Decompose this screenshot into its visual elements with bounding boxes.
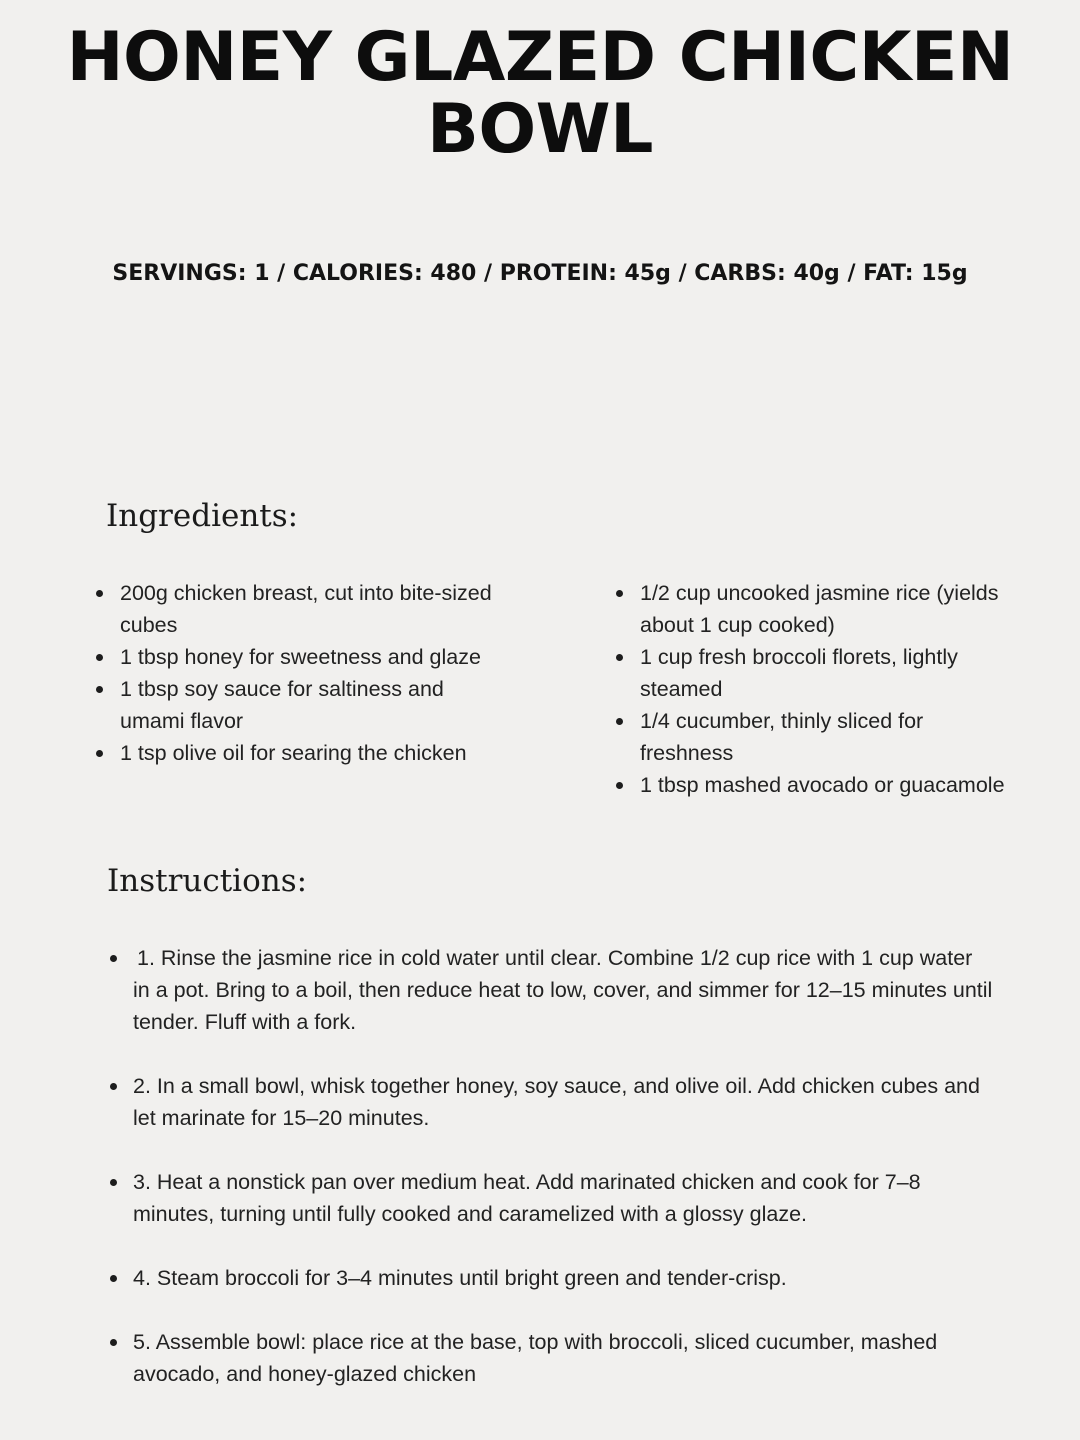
ingredients-list-right: [640, 577, 1020, 801]
instruction-step-text: 3. Heat a nonstick pan over medium heat. Add marinated chicken and cook for 7–8 minutes, turning until fully cooked and caramelized with a glossy glaze.: [133, 1170, 921, 1226]
recipe-title-line-1: HONEY GLAZED CHICKEN: [66, 18, 1014, 97]
ingredient-item: 1 tbsp soy sauce for saltiness and umami flavor: [120, 673, 500, 737]
nutrition-summary: SERVINGS: 1 / CALORIES: 480 / PROTEIN: 45g / CARBS: 40g / FAT: 15g: [112, 261, 968, 286]
instructions-list: [133, 942, 993, 1422]
instruction-step-text: 4. Steam broccoli for 3–4 minutes until bright green and tender-crisp.: [133, 1266, 787, 1290]
ingredient-item: 200g chicken breast, cut into bite-sized cubes: [120, 577, 500, 641]
ingredient-item: 1 cup fresh broccoli florets, lightly steamed: [640, 641, 1020, 705]
instruction-step: [133, 1326, 993, 1390]
instructions-heading: Instructions:: [107, 863, 308, 899]
recipe-title-line-2: BOWL: [427, 90, 653, 169]
ingredient-item: 1 tbsp honey for sweetness and glaze: [120, 641, 500, 673]
ingredient-item: 1/2 cup uncooked jasmine rice (yields about 1 cup cooked): [640, 577, 1020, 641]
ingredient-item: 1 tbsp mashed avocado or guacamole: [640, 769, 1020, 801]
instruction-step: [133, 1262, 993, 1294]
ingredient-item: 1 tsp olive oil for searing the chicken: [120, 737, 500, 769]
ingredient-item: 1/4 cucumber, thinly sliced for freshness: [640, 705, 1020, 769]
instruction-step: [133, 942, 993, 1038]
recipe-title: [0, 18, 1080, 169]
instruction-step-text: 1. Rinse the jasmine rice in cold water until clear. Combine 1/2 cup rice with 1 cup water in a pot. Bring to a boil, then reduce heat to low, cover, and simmer for 12–15 minutes until tender. Fluff with a fork.: [133, 946, 993, 1034]
ingredients-list-left: [120, 577, 500, 769]
instruction-step-text: 2. In a small bowl, whisk together honey, soy sauce, and olive oil. Add chicken cubes and let marinate for 15–20 minutes.: [133, 1074, 980, 1130]
instruction-step: [133, 1070, 993, 1134]
ingredients-heading: Ingredients:: [106, 498, 299, 534]
instruction-step: [133, 1166, 993, 1230]
instruction-step-text: 5. Assemble bowl: place rice at the base, top with broccoli, sliced cucumber, mashed avocado, and honey-glazed chicken: [133, 1330, 938, 1386]
